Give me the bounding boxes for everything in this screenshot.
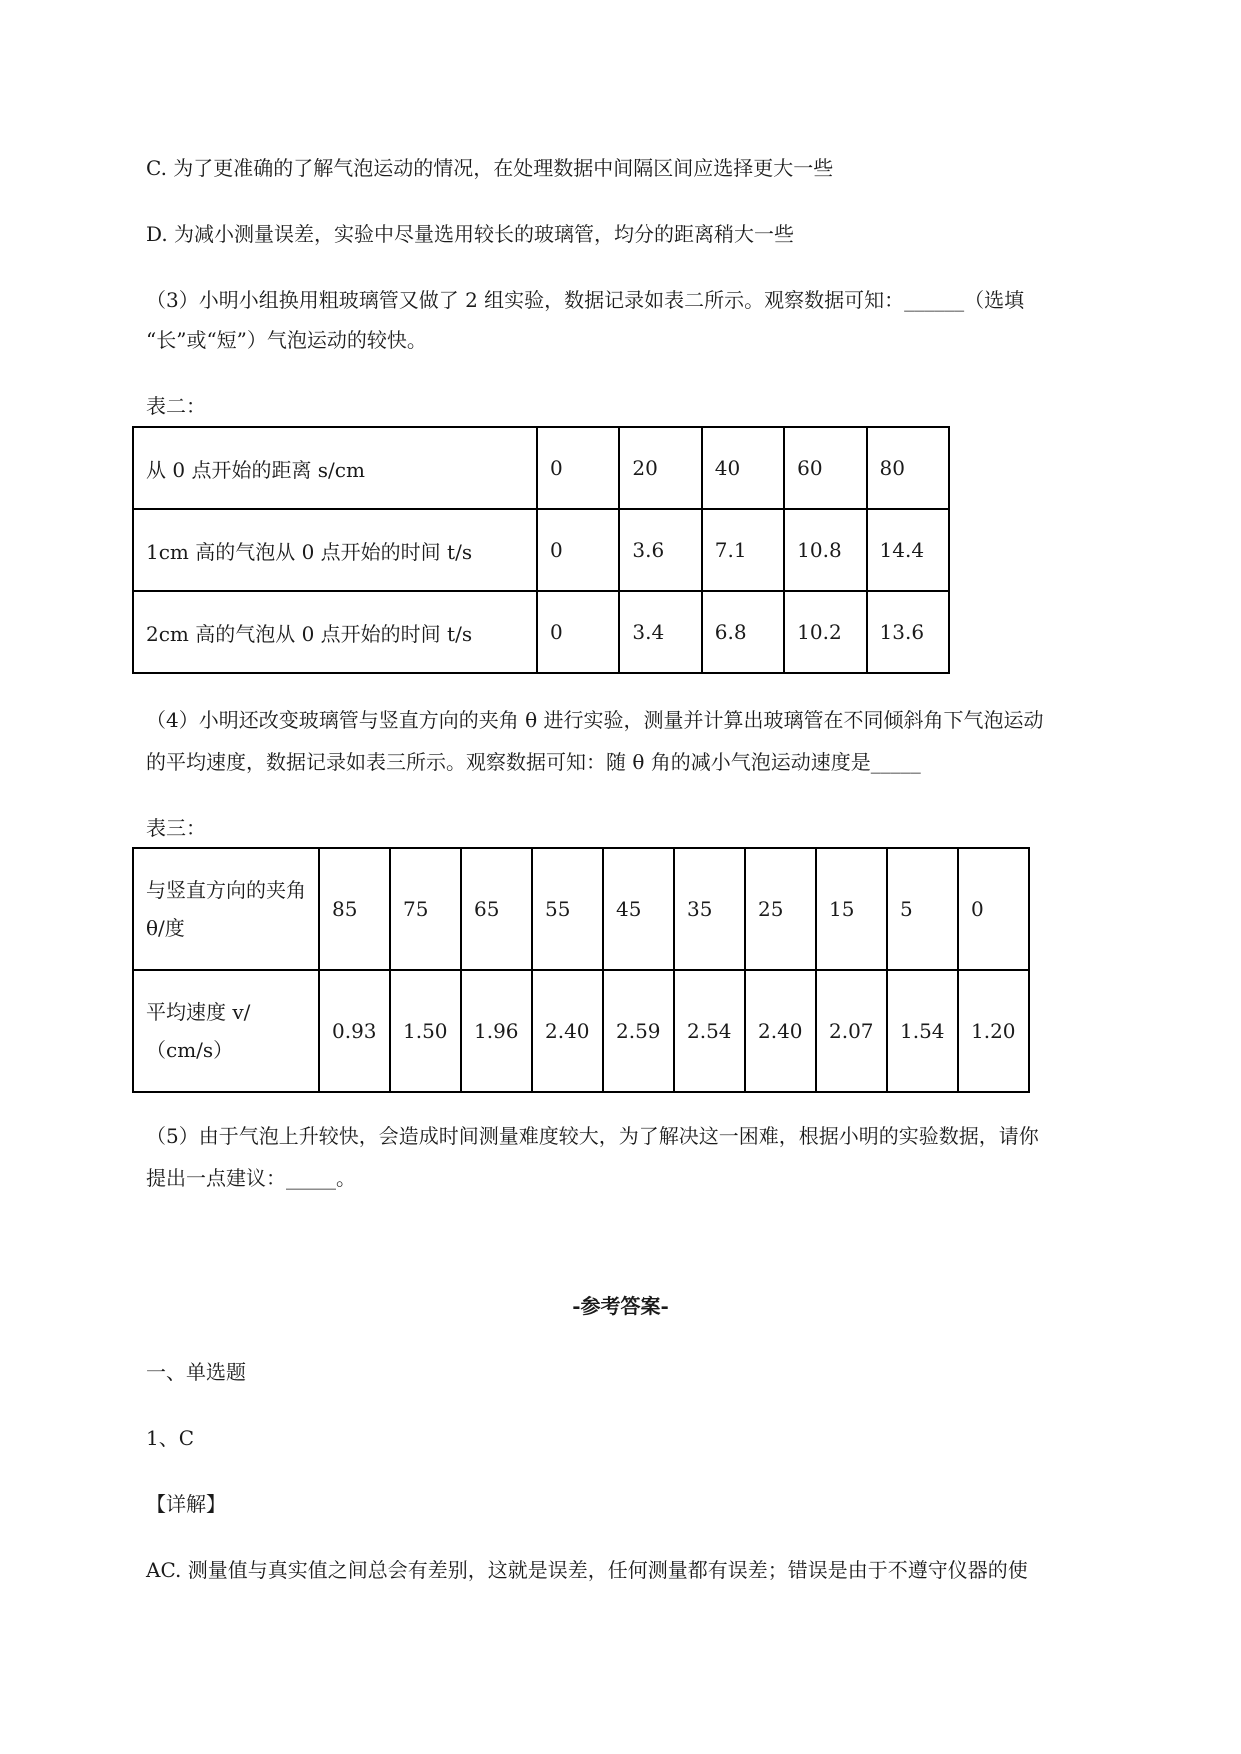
- table-cell: 65: [461, 848, 532, 970]
- option-c-text: C. 为了更准确的了解气泡运动的情况，在处理数据中间隔区间应选择更大一些: [146, 156, 834, 180]
- table-cell: 60: [784, 427, 866, 509]
- table-3-caption: 表三：: [146, 816, 206, 840]
- table-2-caption: 表二：: [146, 394, 206, 418]
- table-cell: 40: [702, 427, 784, 509]
- table-cell: 0: [537, 591, 619, 673]
- section-heading: 一、单选题: [146, 1360, 246, 1384]
- table-row-label: 与竖直方向的夹角 θ/度: [133, 848, 319, 970]
- table-cell: 2.59: [603, 970, 674, 1092]
- detail-heading: 【详解】: [146, 1492, 226, 1516]
- table-row: [133, 427, 949, 509]
- table-cell: 0: [958, 848, 1029, 970]
- table-cell: 10.8: [784, 509, 866, 591]
- table-cell: 45: [603, 848, 674, 970]
- table-row-label: 平均速度 v/（cm/s）: [133, 970, 319, 1092]
- table-cell: 2.54: [674, 970, 745, 1092]
- explanation-ac: AC. 测量值与真实值之间总会有差别，这就是误差，任何测量都有误差；错误是由于不遵守仪器的使: [146, 1558, 1028, 1582]
- table-cell: 25: [745, 848, 816, 970]
- table-cell: 15: [816, 848, 887, 970]
- option-d-text: D. 为减小测量误差，实验中尽量选用较长的玻璃管，均分的距离稍大一些: [146, 222, 795, 246]
- table-cell: 10.2: [784, 591, 866, 673]
- table-cell: 35: [674, 848, 745, 970]
- table-row: [133, 591, 949, 673]
- table-cell: 85: [319, 848, 390, 970]
- table-cell: 7.1: [702, 509, 784, 591]
- table-cell: 0: [537, 509, 619, 591]
- table-cell: 3.4: [619, 591, 701, 673]
- table-cell: 1.54: [887, 970, 958, 1092]
- table-row: [133, 970, 1029, 1092]
- table-cell: 75: [390, 848, 461, 970]
- answer-1: 1、C: [146, 1426, 195, 1450]
- question-3-line-1: （3）小明小组换用粗玻璃管又做了 2 组实验，数据记录如表二所示。观察数据可知：______（选填: [146, 288, 1025, 312]
- table-cell: 2.07: [816, 970, 887, 1092]
- table-cell: 6.8: [702, 591, 784, 673]
- table-row-label: 2cm 高的气泡从 0 点开始的时间 t/s: [133, 591, 537, 673]
- table-cell: 3.6: [619, 509, 701, 591]
- table-row: [133, 509, 949, 591]
- question-4-line-2: 的平均速度，数据记录如表三所示。观察数据可知：随 θ 角的减小气泡运动速度是_____: [146, 750, 921, 774]
- table-cell: 1.50: [390, 970, 461, 1092]
- table-cell: 2.40: [745, 970, 816, 1092]
- table-row-label: 从 0 点开始的距离 s/cm: [133, 427, 537, 509]
- table-cell: 14.4: [867, 509, 949, 591]
- table-cell: 2.40: [532, 970, 603, 1092]
- table-3: [132, 847, 1030, 1093]
- question-5-line-1: （5）由于气泡上升较快，会造成时间测量难度较大，为了解决这一困难，根据小明的实验数据，请你: [146, 1124, 1039, 1148]
- table-cell: 1.96: [461, 970, 532, 1092]
- table-cell: 1.20: [958, 970, 1029, 1092]
- table-cell: 5: [887, 848, 958, 970]
- table-2: [132, 426, 950, 674]
- table-cell: 55: [532, 848, 603, 970]
- table-cell: 13.6: [867, 591, 949, 673]
- question-3-line-2: “长”或“短”）气泡运动的较快。: [146, 328, 427, 352]
- table-cell: 0.93: [319, 970, 390, 1092]
- question-5-line-2: 提出一点建议：_____。: [146, 1166, 356, 1190]
- table-cell: 20: [619, 427, 701, 509]
- table-row: [133, 848, 1029, 970]
- answer-section-title: -参考答案-: [572, 1294, 669, 1318]
- table-row-label: 1cm 高的气泡从 0 点开始的时间 t/s: [133, 509, 537, 591]
- table-cell: 0: [537, 427, 619, 509]
- table-cell: 80: [867, 427, 949, 509]
- question-4-line-1: （4）小明还改变玻璃管与竖直方向的夹角 θ 进行实验，测量并计算出玻璃管在不同倾斜角下气泡运动: [146, 708, 1044, 732]
